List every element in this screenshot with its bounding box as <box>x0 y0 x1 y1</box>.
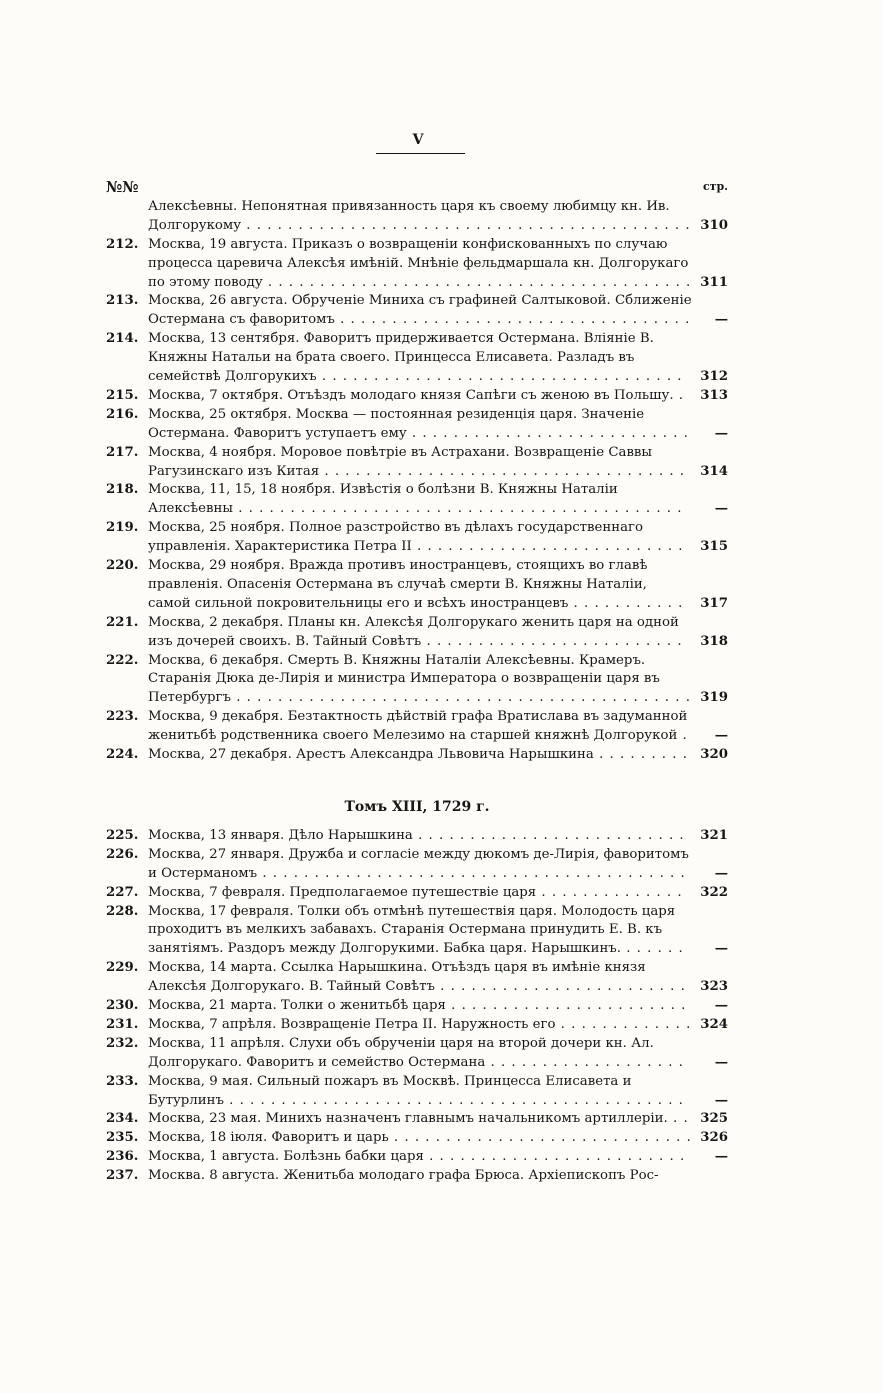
entry-number: 221. <box>106 614 139 630</box>
toc-entry <box>106 827 728 846</box>
toc-entry <box>106 236 728 293</box>
entry-page: — <box>694 727 728 746</box>
toc-section-b <box>106 827 728 1186</box>
entry-text-wrap <box>148 557 692 614</box>
toc-header <box>106 178 728 196</box>
toc-entry <box>106 330 728 387</box>
entry-number: 220. <box>106 558 139 574</box>
entry-page: 323 <box>694 978 728 997</box>
entry-text: Москва, 25 ноября. Полное разстройство въ дѣлахъ государственнаго управленія. Характеристика Петра II . . . <box>148 520 686 557</box>
entry-text: Москва, 21 марта. Толки о женитьбѣ царя . . . <box>148 998 686 1016</box>
entry-text-wrap <box>148 519 692 557</box>
entry-text: Москва, 7 апрѣля. Возвращеніе Петра II. Наружность его . . . <box>148 1017 691 1035</box>
entry-number: 233. <box>106 1073 139 1089</box>
toc-entry <box>106 884 728 903</box>
entry-page: 314 <box>694 463 728 482</box>
entry-page: — <box>694 865 728 884</box>
entry-number: 228. <box>106 903 139 919</box>
entry-number: 231. <box>106 1016 139 1032</box>
entry-number: 216. <box>106 406 139 422</box>
entry-text-wrap <box>148 1167 692 1186</box>
entry-page: 324 <box>694 1016 728 1035</box>
entry-text: Москва, 11, 15, 18 ноября. Извѣстія о болѣзни В. Княжны Наталіи Алексѣевны . . . <box>148 482 682 519</box>
entry-page: — <box>694 500 728 519</box>
toc-entry <box>106 557 728 614</box>
entry-number: 227. <box>106 884 139 900</box>
volume-title: Томъ XIII, 1729 г. <box>344 799 490 815</box>
toc-entry <box>106 1073 728 1111</box>
entry-text-wrap <box>148 846 692 884</box>
entry-text: Москва, 25 октября. Москва — постоянная резиденція царя. Значеніе Остермана. Фаворитъ уступаетъ ему . . . <box>148 407 689 444</box>
entry-number: 217. <box>106 444 139 460</box>
entry-number: 232. <box>106 1035 139 1051</box>
entry-page: 310 <box>694 217 728 236</box>
entry-page: 312 <box>694 368 728 387</box>
entry-number: 226. <box>106 846 139 862</box>
entry-text: Москва, 18 іюля. Фаворитъ и царь . . . <box>148 1130 692 1148</box>
entry-text-wrap <box>148 1016 692 1035</box>
entry-text-wrap <box>148 1129 692 1148</box>
number-column-heading: №№ <box>106 178 139 196</box>
entry-page: — <box>694 1054 728 1073</box>
toc-entry <box>106 1167 728 1186</box>
toc-entry <box>106 481 728 519</box>
toc-entry <box>106 387 728 406</box>
entry-page: — <box>694 1148 728 1167</box>
entry-text-wrap <box>148 198 692 236</box>
entry-number: 222. <box>106 652 139 668</box>
toc-entry <box>106 1016 728 1035</box>
toc-section-a <box>106 198 728 765</box>
entry-text: Москва, 26 августа. Обрученіе Миниха съ графиней Салтыковой. Сближеніе Остермана съ фаворитомъ . . . <box>148 293 692 330</box>
entry-number: 237. <box>106 1168 139 1184</box>
entry-text-wrap <box>148 481 692 519</box>
entry-text: Москва, 7 октября. Отъѣздъ молодаго князя Сапѣги съ женою въ Польшу. . . . <box>148 388 686 406</box>
entry-text: Москва, 27 декабря. Арестъ Александра Львовича Нарышкина . . . <box>148 747 688 765</box>
entry-number: 214. <box>106 331 139 347</box>
entry-text: Москва, 17 февраля. Толки объ отмѣнѣ путешествія царя. Молодость царя проходитъ въ мелкихъ забавахъ. Старанія Остермана принудить Е. В. къ занятіямъ. Раздоръ между Долгорукими. Бабка царя. Нарышкинъ. . . . <box>148 904 686 960</box>
entry-text-wrap <box>148 903 692 960</box>
toc-entry <box>106 519 728 557</box>
entry-text: Москва, 13 января. Дѣло Нарышкина . . . <box>148 828 686 846</box>
toc-entry <box>106 614 728 652</box>
entry-page: — <box>694 940 728 959</box>
entry-text: Москва, 2 декабря. Планы кн. Алексѣя Долгорукаго женить царя на одной изъ дочерей своихъ. В. Тайный Совѣтъ . . . <box>148 615 686 652</box>
entry-text-wrap <box>148 959 692 997</box>
entry-text: Москва, 9 декабря. Безтактность дѣйствій графа Вратислава въ задуманной женитьбѣ родственника своего Мелезимо на старшей княжнѣ Долгорукой . . . <box>148 709 688 746</box>
entry-page: 317 <box>694 595 728 614</box>
entry-number: 218. <box>106 482 139 498</box>
entry-text: Москва, 14 марта. Ссылка Нарышкина. Отъѣздъ царя въ имѣніе князя Алексѣя Долгорукаго. В. Тайный Совѣтъ . . . <box>148 960 686 997</box>
toc-entry <box>106 444 728 482</box>
toc-entry <box>106 198 728 236</box>
entry-text-wrap <box>148 1035 692 1073</box>
entry-number: 235. <box>106 1130 139 1146</box>
entry-page: 322 <box>694 884 728 903</box>
toc-entry <box>106 406 728 444</box>
entry-number: 236. <box>106 1149 139 1165</box>
entry-page: — <box>694 425 728 444</box>
page-numeral: V <box>412 132 424 148</box>
toc-entry <box>106 997 728 1016</box>
entry-page: 311 <box>694 274 728 293</box>
page-column-heading: стр. <box>702 180 728 193</box>
entry-text-wrap <box>148 708 692 746</box>
entry-number: 225. <box>106 828 139 843</box>
entry-number: 212. <box>106 236 139 252</box>
entry-page: 318 <box>694 633 728 652</box>
entry-text: Москва. 8 августа. Женитьба молодаго графа Брюса. Архіепископъ Рос- <box>148 1168 659 1184</box>
entry-text-wrap <box>148 292 692 330</box>
entry-text-wrap <box>148 827 692 846</box>
entry-number: 215. <box>106 387 139 403</box>
page-rule <box>376 153 465 154</box>
entry-text-wrap <box>148 746 692 765</box>
entry-page: — <box>694 311 728 330</box>
entry-number: 213. <box>106 293 139 309</box>
entry-text: Москва, 29 ноября. Вражда противъ иностранцевъ, стоящихъ во главѣ правленія. Опасенія Остермана въ случаѣ смерти В. Княжны Наталіи, самой сильной покровительницы его и всѣхъ иностранцевъ . . . <box>148 558 686 614</box>
toc-entry <box>106 292 728 330</box>
entry-page: 325 <box>694 1110 728 1129</box>
toc-entry <box>106 652 728 709</box>
entry-page: 321 <box>694 827 728 846</box>
entry-text: Москва, 4 ноября. Моровое повѣтріе въ Астрахани. Возвращеніе Саввы Рагузинскаго изъ Китая . . . <box>148 445 686 482</box>
toc-entry <box>106 1110 728 1129</box>
entry-text-wrap <box>148 614 692 652</box>
entry-text: Москва, 6 декабря. Смерть В. Княжны Наталіи Алексѣевны. Крамеръ. Старанія Дюка де-Лирія и министра Императора о возвращеніи царя въ Петербургъ . . . <box>148 653 691 709</box>
entry-text: Москва, 19 августа. Приказъ о возвращеніи конфискованныхъ по случаю процесса царевича Алексѣя имѣній. Мнѣніе фельдмаршала кн. Долгорукаго по этому поводу . . . <box>148 237 691 293</box>
entry-text: Алексѣевны. Непонятная привязанность царя къ своему любимцу кн. Ив. Долгорукому . . . <box>148 199 691 236</box>
entry-number: 230. <box>106 998 139 1014</box>
entry-number: 224. <box>106 747 139 763</box>
toc-entry <box>106 746 728 765</box>
entry-page: 319 <box>694 689 728 708</box>
entry-text: Москва, 1 августа. Болѣзнь бабки царя . . . <box>148 1149 686 1167</box>
entry-text-wrap <box>148 884 692 903</box>
entry-text-wrap <box>148 652 692 709</box>
entry-text-wrap <box>148 330 692 387</box>
entry-text-wrap <box>148 444 692 482</box>
entry-text: Москва, 11 апрѣля. Слухи объ обрученіи царя на второй дочери кн. Ал. Долгорукаго. Фаворитъ и семейство Остермана . . . <box>148 1036 686 1073</box>
toc-entry <box>106 1129 728 1148</box>
entry-text-wrap <box>148 1110 692 1129</box>
toc-entry <box>106 1035 728 1073</box>
entry-number: 229. <box>106 960 139 976</box>
entry-number: 223. <box>106 709 139 725</box>
entry-number: 234. <box>106 1111 139 1127</box>
toc-entry <box>106 846 728 884</box>
entry-text: Москва, 27 января. Дружба и согласіе между дюкомъ де-Лирія, фаворитомъ и Остерманомъ . . . <box>148 847 689 884</box>
toc-entry <box>106 1148 728 1167</box>
entry-text: Москва, 9 мая. Сильный пожаръ въ Москвѣ. Принцесса Елисавета и Бутурлинъ . . . <box>148 1074 684 1111</box>
entry-page: — <box>694 997 728 1016</box>
toc-entry <box>106 959 728 997</box>
entry-page: 313 <box>694 387 728 406</box>
entry-page: 320 <box>694 746 728 765</box>
entry-text-wrap <box>148 387 692 406</box>
entry-text-wrap <box>148 997 692 1016</box>
toc-entry <box>106 903 728 960</box>
entry-page: — <box>694 1092 728 1111</box>
entry-text: Москва, 23 мая. Минихъ назначенъ главнымъ начальникомъ артиллеріи. . . . <box>148 1111 689 1129</box>
entry-number: 219. <box>106 520 139 536</box>
entry-text-wrap <box>148 236 692 293</box>
entry-text-wrap <box>148 1073 692 1111</box>
entry-text: Москва, 7 февраля. Предполагаемое путешествіе царя . . . <box>148 885 686 903</box>
entry-page: 315 <box>694 538 728 557</box>
entry-text-wrap <box>148 1148 692 1167</box>
entry-text-wrap <box>148 406 692 444</box>
entry-text: Москва, 13 сентября. Фаворитъ придерживается Остермана. Вліяніе В. Княжны Натальи на брата своего. Принцесса Елисавета. Разладъ въ семействѣ Долгорукихъ . . . <box>148 331 686 387</box>
toc-entry <box>106 708 728 746</box>
entry-page: 326 <box>694 1129 728 1148</box>
